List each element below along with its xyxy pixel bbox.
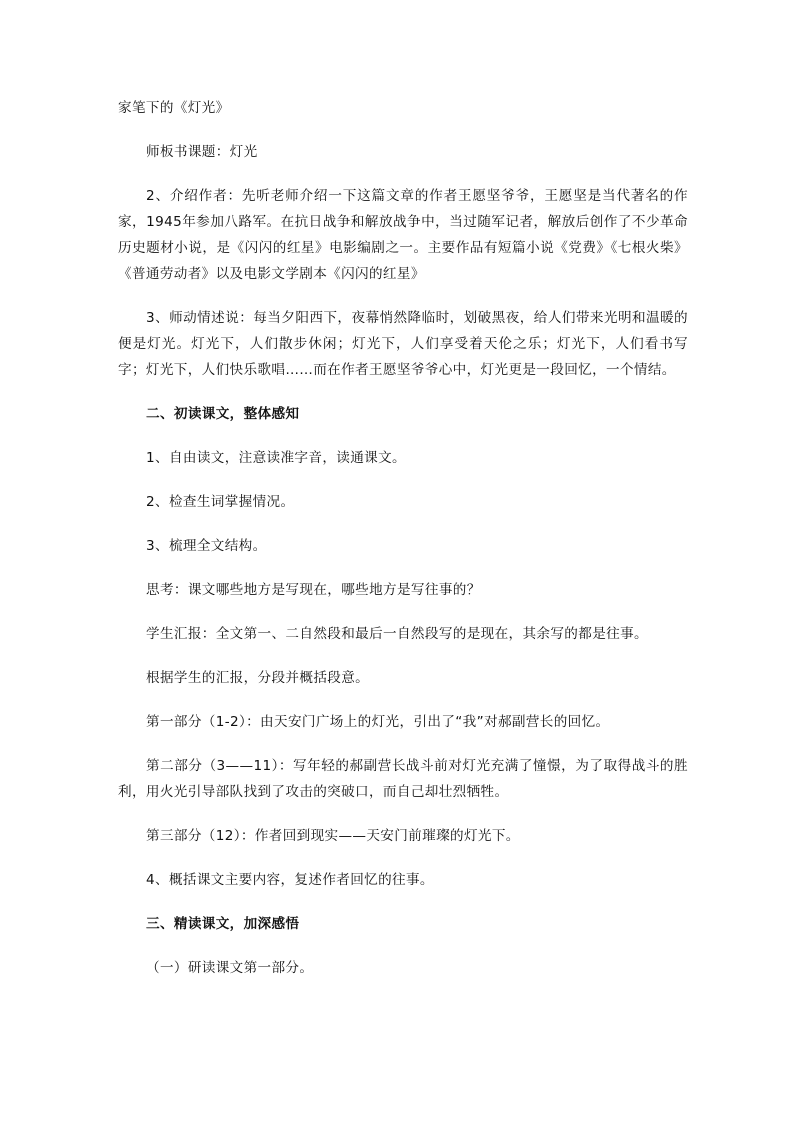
paragraph-part-two: 第二部分（3——11）：写年轻的郝副营长战斗前对灯光充满了憧憬，为了取得战斗的胜利，用火光引导部队找到了攻击的突破口，而自己却壮烈牺牲。 xyxy=(118,758,688,800)
paragraph-student-report: 学生汇报：全文第一、二自然段和最后一自然段写的是现在，其余写的都是往事。 xyxy=(146,626,648,642)
paragraph-part-three: 第三部分（12）：作者回到现实——天安门前璀璨的灯光下。 xyxy=(146,828,520,844)
paragraph-teacher-narration: 3、师动情述说：每当夕阳西下，夜幕悄然降临时，划破黑夜，给人们带来光明和温暖的便是灯光。灯光下，人们散步休闲；灯光下，人们享受着天伦之乐；灯光下，人们看书写字；灯光下，人们快乐歌唱……而在作者王愿坚爷爷心中，灯光更是一段回忆，一个情结。 xyxy=(118,310,688,378)
paragraph-step-summary: 4、概括课文主要内容，复述作者回忆的往事。 xyxy=(146,872,434,888)
paragraph-step-structure: 3、梳理全文结构。 xyxy=(146,538,267,554)
paragraph-step-vocabulary: 2、检查生词掌握情况。 xyxy=(146,494,295,510)
paragraph-board-title: 师板书课题：灯光 xyxy=(146,144,258,160)
paragraph-study-part-one: （一）研读课文第一部分。 xyxy=(146,960,314,976)
document-body xyxy=(118,95,688,981)
paragraph-author-intro: 2、介绍作者：先听老师介绍一下这篇文章的作者王愿坚爷爷，王愿坚是当代著名的作家，1945年参加八路军。在抗日战争和解放战争中，当过随军记者，解放后创作了不少革命历史题材小说，是《闪闪的红星》电影编剧之一。主要作品有短篇小说《党费》《七根火柴》《普通劳动者》以及电影文学剧本《闪闪的红星》 xyxy=(118,188,688,282)
paragraph-part-one: 第一部分（1-2）：由天安门广场上的灯光，引出了“我”对郝副营长的回忆。 xyxy=(146,714,610,730)
section-heading-close-reading: 三、精读课文，加深感悟 xyxy=(146,916,300,932)
paragraph-question: 思考：课文哪些地方是写现在，哪些地方是写往事的？ xyxy=(146,582,481,598)
paragraph-segmenting: 根据学生的汇报，分段并概括段意。 xyxy=(146,670,370,686)
section-heading-first-reading: 二、初读课文，整体感知 xyxy=(146,406,300,422)
paragraph-step-read: 1、自由读文，注意读准字音，读通课文。 xyxy=(146,450,406,466)
paragraph-title-continuation: 家笔下的《灯光》 xyxy=(118,100,230,116)
